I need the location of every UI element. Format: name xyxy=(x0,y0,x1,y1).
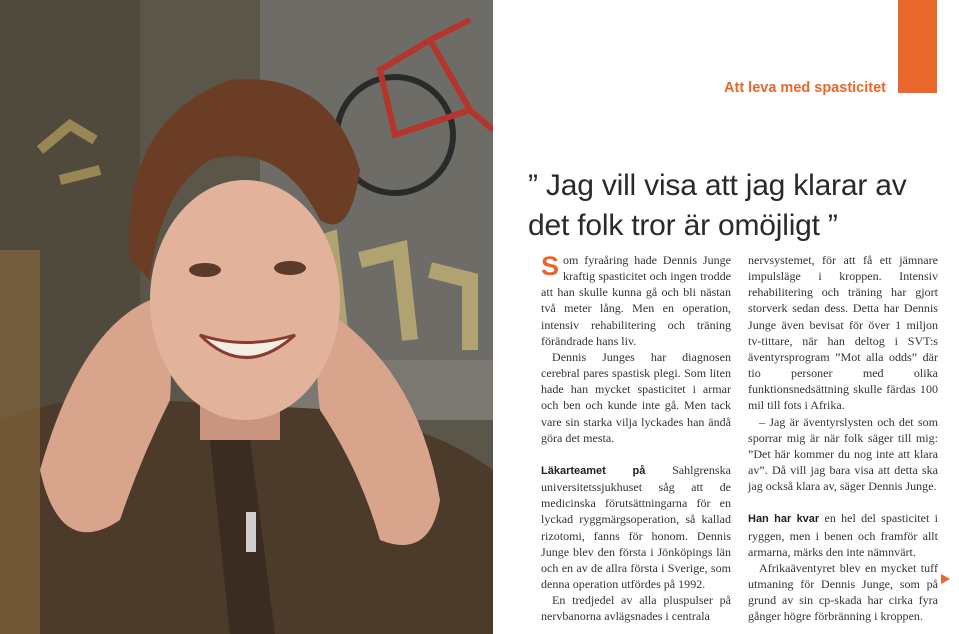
paragraph: Afrikaäventyret blev en mycket tuff utmaning för Dennis Junge, som på grund av sin cp-skada har cirka fyra gånger högre förbränning i kroppen. xyxy=(748,560,938,624)
section-title: Att leva med spasticitet xyxy=(724,80,886,96)
headline-line-1: ” Jag vill visa att jag klarar av xyxy=(528,169,907,202)
lead-in: Han har kvar xyxy=(748,513,820,526)
text-column-2 xyxy=(748,252,938,624)
paragraph: Dennis Junges har diagnosen cerebral pares spastisk plegi. Som liten hade han mycket spasticitet i armar och ben och kunde inte gå. Men tack vare sin starka vilja lyckades han ändå göra det mesta. xyxy=(541,349,731,445)
paragraph-text: Sahlgrenska universitetssjukhuset såg att de medicinska förutsättningarna för en lyckad ryggmärgsoperation, så kallad rizotomi, fanns för honom. Dennis Junge blev den första i Jönköpings län och en av de allra första i Sverige, som denna operation utfördes på 1992. xyxy=(541,462,731,591)
paragraph: En tredjedel av alla pluspulser på nervbanorna avlägsnades i centrala xyxy=(541,593,731,624)
paragraph xyxy=(541,252,731,349)
paragraph-text: om fyraåring hade Dennis Junge kraftig spasticitet och ingen trodde att han skulle kunna gå och bli nästan två meter lång. Men en operation, intensiv rehabilitering och träning förändrade hans liv. xyxy=(541,253,731,348)
paragraph: nervsystemet, för att få ett jämnare impulsläge i kroppen. Intensiv rehabilitering och träning har gjort storverk sedan dess. Detta har Dennis Junge även bevisat för över 1 miljon tv-tittare, när han deltog i SVT:s äventyrsprogram ”Mot alla odds” där tio personer med olika funktionsnedsättning skulle färdas 100 mil till fots i Afrika. xyxy=(748,253,938,413)
continue-arrow-icon xyxy=(941,574,950,584)
headline-line-2: det folk tror är omöjligt ” xyxy=(528,209,838,242)
paragraph xyxy=(748,510,938,559)
accent-block xyxy=(898,0,937,93)
dropcap: S xyxy=(541,251,560,281)
paragraph xyxy=(541,462,731,592)
paragraph-text: en hel del spasticitet i ryggen, men i benen och framför allt armarna, märks den inte nämnvärt. xyxy=(748,511,938,559)
headline xyxy=(528,166,948,246)
lead-in: Läkarteamet på xyxy=(541,464,646,477)
text-column-1 xyxy=(541,252,731,624)
paragraph: – Jag är äventyrslysten och det som sporrar mig är när folk säger till mig: ”Det här kommer du nog inte att klara av”. Då vill jag bara visa att detta ska jag också klara av, säger Dennis Junge. xyxy=(748,414,938,494)
